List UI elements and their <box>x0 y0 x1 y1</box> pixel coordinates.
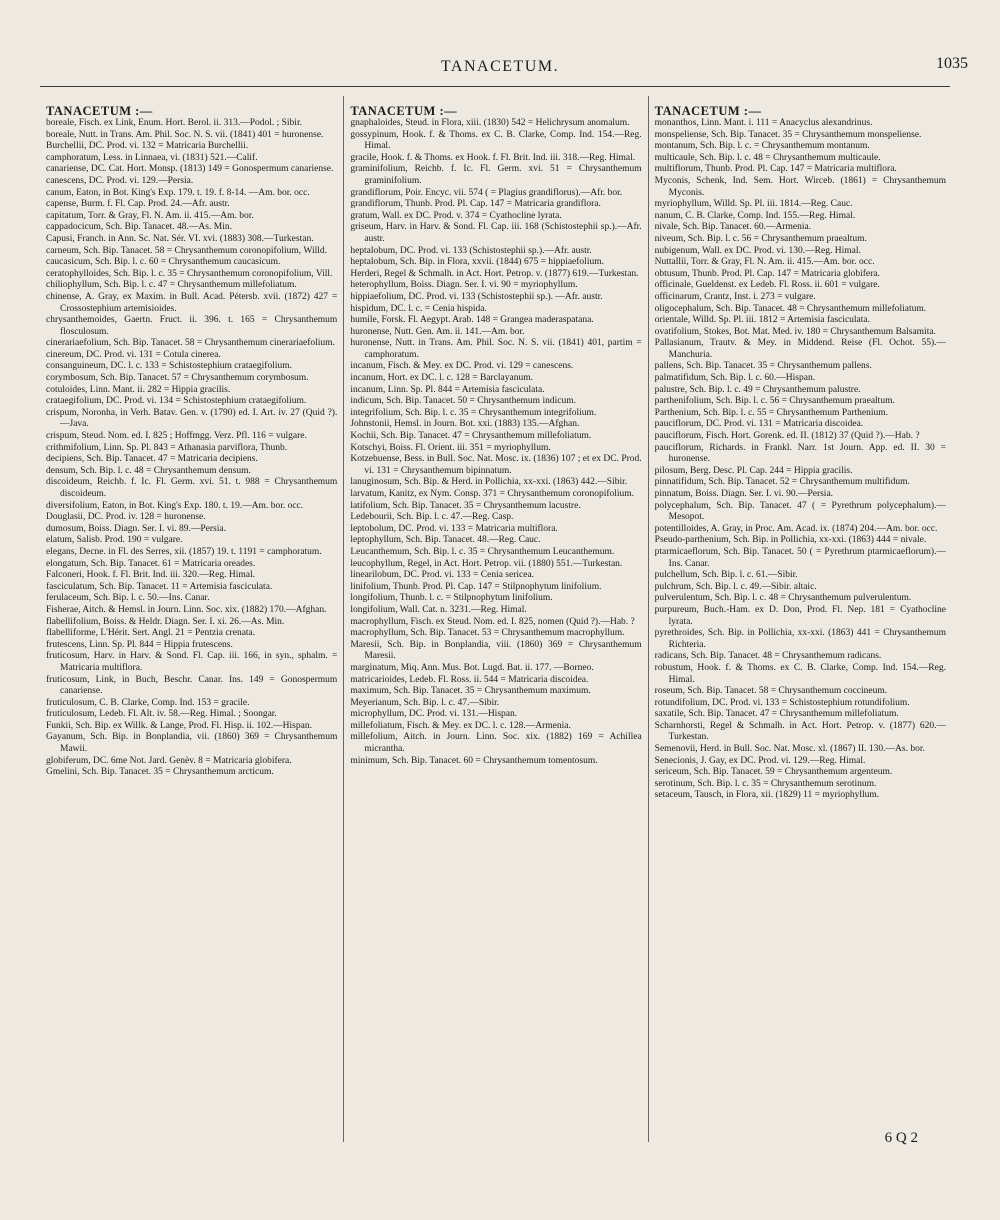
entry: millefolium, Aitch. in Journ. Linn. Soc. xix. (1882) 169 = Achillea micrantha. <box>350 732 642 755</box>
entry: roseum, Sch. Bip. Tanacet. 58 = Chrysanthemum coccineum. <box>654 686 888 697</box>
page-number: 1035 <box>936 55 968 72</box>
entry: crithmifolium, Linn. Sp. Pl. 843 = Athanasia parviflora, Thunb. <box>46 442 288 453</box>
entry: officinale, Gueldenst. ex Ledeb. Fl. Ross. ii. 601 = vulgare. <box>654 280 880 291</box>
entry: millefoliatum, Fisch. & Mey. ex DC. l. c. 128.—Armenia. <box>350 720 571 731</box>
entry: radicans, Sch. Bip. Tanacet. 48 = Chrysanthemum radicans. <box>654 651 882 662</box>
entry: microphyllum, DC. Prod. vi. 131.—Hispan. <box>350 709 518 720</box>
entry: boreale, Nutt. in Trans. Am. Phil. Soc. N. S. vii. (1841) 401 = huronense. <box>46 129 324 140</box>
entry: Falconeri, Hook. f. Fl. Brit. Ind. iii. 320.—Reg. Himal. <box>46 570 255 581</box>
entry: gracile, Hook. f. & Thoms. ex Hook. f. Fl. Brit. Ind. iii. 318.—Reg. Himal. <box>350 152 636 163</box>
entry: chrysanthemoides, Gaertn. Fruct. ii. 396. t. 165 = Chrysanthemum flosculosum. <box>46 315 338 337</box>
entry: setaceum, Tausch, in Flora, xii. (1829) 11 = myriophyllum. <box>654 790 880 801</box>
entry-columns <box>40 96 952 1142</box>
entry-list <box>655 118 946 802</box>
entry: chinense, A. Gray, ex Maxim. in Bull. Acad. Pétersb. xvii. (1872) 427 = Crossostephium artemisioides. <box>46 291 338 314</box>
entry: montanum, Sch. Bip. l. c. = Chrysanthemum montanum. <box>654 141 870 152</box>
entry: pilosum, Berg. Desc. Pl. Cap. 244 = Hippia gracilis. <box>654 465 853 476</box>
entry: decipiens, Sch. Bip. Tanacet. 47 = Matricaria decipiens. <box>46 454 258 465</box>
entry: canum, Eaton, in Bot. King's Exp. 179. t. 19. f. 8-14. —Am. bor. occ. <box>46 187 310 198</box>
entry: fasciculatum, Sch. Bip. Tanacet. 11 = Artemisia fasciculata. <box>46 581 273 592</box>
entry: globiferum, DC. 6me Not. Jard. Genèv. 8 = Matricaria globifera. <box>46 755 292 766</box>
entry: crispum, Steud. Nom. ed. I. 825 ; Hoffmgg. Verz. Pfl. 116 = vulgare. <box>46 431 307 442</box>
entry: Ledebourii, Sch. Bip. l. c. 47.—Reg. Casp. <box>350 512 514 523</box>
entry: crispum, Noronha, in Verh. Batav. Gen. v. (1790) ed. I. Art. iv. 27 (Quid ?).—Java. <box>46 407 338 430</box>
entry: incanum, Fisch. & Mey. ex DC. Prod. vi. 129 = canescens. <box>350 361 574 372</box>
header-rule <box>40 86 950 87</box>
entry: grandiflorum, Thunb. Prod. Pl. Cap. 147 = Matricaria grandiflora. <box>350 199 601 210</box>
entry: lanuginosum, Sch. Bip. & Herd. in Pollichia, xx-xxi. (1863) 442.—Sibir. <box>350 477 628 488</box>
entry: Kochii, Sch. Bip. Tanacet. 47 = Chrysanthemum millefoliatum. <box>350 431 592 442</box>
entry: frutescens, Linn. Sp. Pl. 844 = Hippia frutescens. <box>46 639 233 650</box>
entry: pallens, Sch. Bip. Tanacet. 35 = Chrysanthemum pallens. <box>654 361 872 372</box>
entry: pinnatifidum, Sch. Bip. Tanacet. 52 = Chrysanthemum multifidum. <box>654 477 910 488</box>
entry: corymbosum, Sch. Bip. Tanacet. 57 = Chrysanthemum corymbosum. <box>46 373 309 384</box>
entry: Herderi, Regel & Schmalh. in Act. Hort. Petrop. v. (1877) 619.—Turkestan. <box>350 268 639 279</box>
entry: elongatum, Sch. Bip. Tanacet. 61 = Matricaria oreades. <box>46 558 256 569</box>
entry: Nuttallii, Torr. & Gray, Fl. N. Am. ii. 415.—Am. bor. occ. <box>654 257 875 268</box>
entry: heptalobum, Sch. Bip. in Flora, xxvii. (1844) 675 = hippiaefolium. <box>350 257 604 268</box>
entry: diversifolium, Eaton, in Bot. King's Exp. 180. t. 19.—Am. bor. occ. <box>46 500 304 511</box>
entry: Fisherae, Aitch. & Hemsl. in Journ. Linn. Soc. xix. (1882) 170.—Afghan. <box>46 604 327 615</box>
entry: consanguineum, DC. l. c. 133 = Schistostephium crataegifolium. <box>46 361 292 372</box>
entry: serotinum, Sch. Bip. l. c. 35 = Chrysanthemum serotinum. <box>654 778 877 789</box>
entry: pauciflorum, Richards. in Frankl. Narr. 1st Journ. App. ed. II. 30 = huronense. <box>654 442 946 465</box>
entry: discoideum, Reichb. f. Ic. Fl. Germ. xvi. 51. t. 988 = Chrysanthemum discoideum. <box>46 477 338 499</box>
entry: heterophyllum, Boiss. Diagn. Ser. I. vi. 90 = myriophyllum. <box>350 280 578 291</box>
entry: Gmelini, Sch. Bip. Tanacet. 35 = Chrysanthemum arcticum. <box>46 767 274 778</box>
entry: monspeliense, Sch. Bip. Tanacet. 35 = Chrysanthemum monspeliense. <box>654 129 922 140</box>
entry: larvatum, Kanitz, ex Nym. Consp. 371 = Chrysanthemum coronopifolium. <box>350 489 635 499</box>
entry: caucasicum, Sch. Bip. l. c. 60 = Chrysanthemum caucasicum. <box>46 257 281 268</box>
entry: macrophyllum, Sch. Bip. Tanacet. 53 = Chrysanthemum macrophyllum. <box>350 628 625 639</box>
entry: monanthos, Linn. Mant. i. 111 = Anacyclus alexandrinus. <box>654 118 873 128</box>
entry: linifolium, Thunb. Prod. Pl. Cap. 147 = Stilpnophytum linifolium. <box>350 581 602 592</box>
entry: pulverulentum, Sch. Bip. l. c. 48 = Chrysanthemum pulverulentum. <box>654 593 912 604</box>
entry: dumosum, Boiss. Diagn. Ser. I. vi. 89.—Persia. <box>46 523 226 534</box>
entry: flabelliforme, L'Hérit. Sert. Angl. 21 = Pentzia crenata. <box>46 628 256 639</box>
entry: pulchrum, Sch. Bip. l. c. 49.—Sibir. altaic. <box>654 581 817 592</box>
entry: Douglasii, DC. Prod. iv. 128 = huronense. <box>46 512 206 523</box>
entry: potentilloides, A. Gray, in Proc. Am. Acad. ix. (1874) 204.—Am. bor. occ. <box>654 523 938 534</box>
entry: rotundifolium, DC. Prod. vi. 133 = Schistostephium rotundifolium. <box>654 697 910 708</box>
entry: Semenovii, Herd. in Bull. Soc. Nat. Mosc. xl. (1867) II. 130.—As. bor. <box>654 744 925 755</box>
entry: heptalobum, DC. Prod. vi. 133 (Schistostephii sp.).—Afr. austr. <box>350 245 592 256</box>
entry: pauciflorum, Fisch. Hort. Gorenk. ed. II. (1812) 37 (Quid ?).—Hab. ? <box>654 431 920 442</box>
entry: nanum, C. B. Clarke, Comp. Ind. 155.—Reg. Himal. <box>654 210 856 221</box>
column-3 <box>648 96 952 1142</box>
entry: humile, Forsk. Fl. Aegypt. Arab. 148 = Grangea maderaspatana. <box>350 315 594 326</box>
entry: huronense, Nutt. in Trans. Am. Phil. Soc. N. S. vii. (1841) 401, partim = camphoratum. <box>350 338 642 360</box>
entry: Gayanum, Sch. Bip. in Bonplandia, vii. (1860) 369 = Chrysanthemum Mawii. <box>46 732 338 755</box>
entry: Kotschyi, Boiss. Fl. Orient. iii. 351 = myriophyllum. <box>350 442 551 453</box>
entry: graminifolium, Reichb. f. Ic. Fl. Germ. xvi. 51 = Chrysanthemum graminifolium. <box>350 164 642 186</box>
entry: parthenifolium, Sch. Bip. l. c. 56 = Chrysanthemum praealtum. <box>654 396 895 407</box>
entry: Pallasianum, Trautv. & Mey. in Middend. Reise (Fl. Ochot. 55).—Manchuria. <box>654 338 946 360</box>
entry: ferulaceum, Sch. Bip. l. c. 50.—Ins. Canar. <box>46 593 210 604</box>
entry: palmatifidum, Sch. Bip. l. c. 60.—Hispan. <box>654 373 816 384</box>
entry: niveum, Sch. Bip. l. c. 56 = Chrysanthemum praealtum. <box>654 233 867 244</box>
entry: incanum, Hort. ex DC. l. c. 128 = Barclayanum. <box>350 373 533 384</box>
entry: longifolium, Thunb. l. c. = Stilpnophytum linifolium. <box>350 593 553 604</box>
entry: pulchellum, Sch. Bip. l. c. 61.—Sibir. <box>654 570 798 581</box>
entry: cinereum, DC. Prod. vi. 131 = Cotula cinerea. <box>46 349 221 360</box>
entry: Senecionis, J. Gay, ex DC. Prod. vi. 129.—Reg. Himal. <box>654 755 866 766</box>
entry: fruticosum, Harv. in Harv. & Sond. Fl. Cap. iii. 166, in syn., sphalm. = Matricaria multiflora. <box>46 651 338 673</box>
entry: minimum, Sch. Bip. Tanacet. 60 = Chrysanthemum tomentosum. <box>350 755 598 766</box>
entry: Capusi, Franch. in Ann. Sc. Nat. Sér. VI. xvi. (1883) 308.—Turkestan. <box>46 233 314 244</box>
entry: fruticulosum, C. B. Clarke, Comp. Ind. 153 = gracile. <box>46 697 250 708</box>
entry: capitatum, Torr. & Gray, Fl. N. Am. ii. 415.—Am. bor. <box>46 210 254 221</box>
entry: multiflorum, Thunb. Prod. Pl. Cap. 147 = Matricaria multiflora. <box>654 164 897 175</box>
entry: marginatum, Miq. Ann. Mus. Bot. Lugd. Bat. ii. 177. —Borneo. <box>350 662 594 673</box>
entry: grandiflorum, Poir. Encyc. vii. 574 ( = Plagius grandiflorus).—Afr. bor. <box>350 187 623 198</box>
entry: Scharnhorsti, Regel & Schmalh. in Act. Hort. Petrop. v. (1877) 620.—Turkestan. <box>654 720 946 743</box>
entry: chiliophyllum, Sch. Bip. l. c. 47 = Chrysanthemum millefoliatum. <box>46 280 297 291</box>
entry: cappadocicum, Sch. Bip. Tanacet. 48.—As. Min. <box>46 222 232 233</box>
entry: incanum, Linn. Sp. Pl. 844 = Artemisia fasciculata. <box>350 384 545 395</box>
entry: gossypinum, Hook. f. & Thoms. ex C. B. Clarke, Comp. Ind. 154.—Reg. Himal. <box>350 129 642 152</box>
entry: flabellifolium, Boiss. & Heldr. Diagn. Ser. I. xi. 26.—As. Min. <box>46 616 285 627</box>
entry: hippiaefolium, DC. Prod. vi. 133 (Schistostephii sp.). —Afr. austr. <box>350 291 603 302</box>
entry: palustre, Sch. Bip. l. c. 49 = Chrysanthemum palustre. <box>654 384 861 395</box>
entry: cotuloides, Linn. Mant. ii. 282 = Hippia gracilis. <box>46 384 231 395</box>
column-1 <box>40 96 343 1142</box>
entry: Maresii, Sch. Bip. in Bonplandia, viii. (1860) 369 = Chrysanthemum Maresii. <box>350 639 642 662</box>
entry: macrophyllum, Fisch. ex Steud. Nom. ed. I. 825, nomen (Quid ?).—Hab. ? <box>350 616 635 627</box>
entry: Pseudo-parthenium, Sch. Bip. in Pollichia, xx-xxi. (1863) 444 = nivale. <box>654 535 927 546</box>
entry: Burchellii, DC. Prod. vi. 132 = Matricaria Burchellii. <box>46 141 249 152</box>
entry: nivale, Sch. Bip. Tanacet. 60.—Armenia. <box>654 222 812 233</box>
entry-list <box>350 118 641 767</box>
entry: canariense, DC. Cat. Hort. Monsp. (1813) 149 = Gonospermum canariense. <box>46 164 334 175</box>
entry: Funkii, Sch. Bip. ex Willk. & Lange, Prod. Fl. Hisp. ii. 102.—Hispan. <box>46 720 312 731</box>
entry: fruticulosum, Ledeb. Fl. Alt. iv. 58.—Reg. Himal. ; Soongar. <box>46 709 277 720</box>
entry: pyrethroides, Sch. Bip. in Pollichia, xx-xxi. (1863) 441 = Chrysanthemum Richteria. <box>654 628 946 650</box>
entry: latifolium, Sch. Bip. Tanacet. 35 = Chrysanthemum lacustre. <box>350 500 581 511</box>
entry: nubigenum, Wall. ex DC. Prod. vi. 130.—Reg. Himal. <box>654 245 861 256</box>
entry: orientale, Willd. Sp. Pl. iii. 1812 = Artemisia fasciculata. <box>654 315 871 326</box>
entry: gratum, Wall. ex DC. Prod. v. 374 = Cyathocline lyrata. <box>350 210 562 221</box>
entry: Leucanthemum, Sch. Bip. l. c. 35 = Chrysanthemum Leucanthemum. <box>350 546 615 557</box>
entry: Parthenium, Sch. Bip. l. c. 55 = Chrysanthemum Parthenium. <box>654 407 888 418</box>
entry: fruticosum, Link, in Buch, Beschr. Canar. Ins. 149 = Gonospermum canariense. <box>46 674 338 697</box>
column-heading: TANACETUM :— <box>350 104 458 118</box>
signature-mark: 6 Q 2 <box>884 1130 918 1146</box>
entry: cinerariaefolium, Sch. Bip. Tanacet. 58 = Chrysanthemum cinerariaefolium. <box>46 338 335 349</box>
entry: purpureum, Buch.-Ham. ex D. Don, Prod. Fl. Nep. 181 = Cyathocline lyrata. <box>654 604 946 627</box>
entry: polycephalum, Sch. Bip. Tanacet. 47 ( = Pyrethrum polycephalum).—Mesopot. <box>654 500 946 523</box>
entry: griseum, Harv. in Harv. & Sond. Fl. Cap. iii. 168 (Schistostephii sp.).—Afr. austr. <box>350 222 642 244</box>
column-heading: TANACETUM :— <box>654 104 762 118</box>
entry: Meyerianum, Sch. Bip. l. c. 47.—Sibir. <box>350 697 500 708</box>
entry: boreale, Fisch. ex Link, Enum. Hort. Berol. ii. 313.—Podol. ; Sibir. <box>46 118 302 128</box>
entry: hispidum, DC. l. c. = Cenia hispida. <box>350 303 487 314</box>
entry: pinnatum, Boiss. Diagn. Ser. I. vi. 90.—Persia. <box>654 489 834 499</box>
entry: huronense, Nutt. Gen. Am. ii. 141.—Am. bor. <box>350 326 525 337</box>
entry: camphoratum, Less. in Linnaea, vi. (1831) 521.—Calif. <box>46 152 258 163</box>
entry: obtusum, Thunb. Prod. Pl. Cap. 147 = Matricaria globifera. <box>654 268 880 279</box>
entry: saxatile, Sch. Bip. Tanacet. 47 = Chrysanthemum millefoliatum. <box>654 709 899 720</box>
entry: oligocephalum, Sch. Bip. Tanacet. 48 = Chrysanthemum millefoliatum. <box>654 303 927 314</box>
entry: maximum, Sch. Bip. Tanacet. 35 = Chrysanthemum maximum. <box>350 686 591 697</box>
entry: crataegifolium, DC. Prod. vi. 134 = Schistostephium crataegifolium. <box>46 396 307 407</box>
entry: canescens, DC. Prod. vi. 129.—Persia. <box>46 175 194 186</box>
entry: linearilobum, DC. Prod. vi. 133 = Cenia sericea. <box>350 570 535 581</box>
entry: myriophyllum, Willd. Sp. Pl. iii. 1814.—Reg. Cauc. <box>654 199 853 210</box>
entry: robustum, Hook. f. & Thoms. ex C. B. Clarke, Comp. Ind. 154.—Reg. Himal. <box>654 662 946 685</box>
entry: leptobolum, DC. Prod. vi. 133 = Matricaria multiflora. <box>350 523 558 534</box>
entry: ovatifolium, Stokes, Bot. Mat. Med. iv. 180 = Chrysanthemum Balsamita. <box>654 326 936 337</box>
entry: officinarum, Crantz, Inst. i. 273 = vulgare. <box>654 291 816 302</box>
entry-list <box>46 118 337 779</box>
entry: carneum, Sch. Bip. Tanacet. 58 = Chrysanthemum coronopifolium, Willd. <box>46 245 327 256</box>
entry: ceratophylloides, Sch. Bip. l. c. 35 = Chrysanthemum coronopifolium, Vill. <box>46 268 333 279</box>
entry: gnaphaloides, Steud. in Flora, xiii. (1830) 542 = Helichrysum anomalum. <box>350 118 630 128</box>
entry: ptarmicaeflorum, Sch. Bip. Tanacet. 50 ( = Pyrethrum ptarmicaeflorum).—Ins. Canar. <box>654 546 946 569</box>
entry: longifolium, Wall. Cat. n. 3231.—Reg. Himal. <box>350 604 527 615</box>
running-head: TANACETUM. <box>440 58 560 75</box>
entry: Myconis, Schenk, Ind. Sem. Hort. Wirceb. (1861) = Chrysanthemum Myconis. <box>654 175 946 198</box>
entry: Johnstonii, Hemsl. in Journ. Bot. xxi. (1883) 135.—Afghan. <box>350 419 580 430</box>
entry: indicum, Sch. Bip. Tanacet. 50 = Chrysanthemum indicum. <box>350 396 576 407</box>
entry: integrifolium, Sch. Bip. l. c. 35 = Chrysanthemum integrifolium. <box>350 407 597 418</box>
entry: sericeum, Sch. Bip. Tanacet. 59 = Chrysanthemum argenteum. <box>654 767 893 778</box>
entry: Kotzebuense, Bess. in Bull. Soc. Nat. Mosc. ix. (1836) 107 ; et ex DC. Prod. vi. 131 = Chrysanthemum bipinnatum. <box>350 454 642 476</box>
column-heading: TANACETUM :— <box>46 104 153 118</box>
column-2 <box>343 96 647 1142</box>
entry: elatum, Salisb. Prod. 190 = vulgare. <box>46 535 183 546</box>
entry: densum, Sch. Bip. l. c. 48 = Chrysanthemum densum. <box>46 465 251 476</box>
entry: leucophyllum, Regel, in Act. Hort. Petrop. vii. (1880) 551.—Turkestan. <box>350 558 623 569</box>
entry: capense, Burm. f. Fl. Cap. Prod. 24.—Afr. austr. <box>46 199 230 210</box>
entry: leptophyllum, Sch. Bip. Tanacet. 48.—Reg. Cauc. <box>350 535 541 546</box>
entry: multicaule, Sch. Bip. l. c. 48 = Chrysanthemum multicaule. <box>654 152 881 163</box>
entry: pauciflorum, DC. Prod. vi. 131 = Matricaria discoidea. <box>654 419 864 430</box>
entry: matricarioides, Ledeb. Fl. Ross. ii. 544 = Matricaria discoidea. <box>350 674 589 685</box>
entry: elegans, Decne. in Fl. des Serres, xii. (1857) 19. t. 1191 = camphoratum. <box>46 546 322 557</box>
